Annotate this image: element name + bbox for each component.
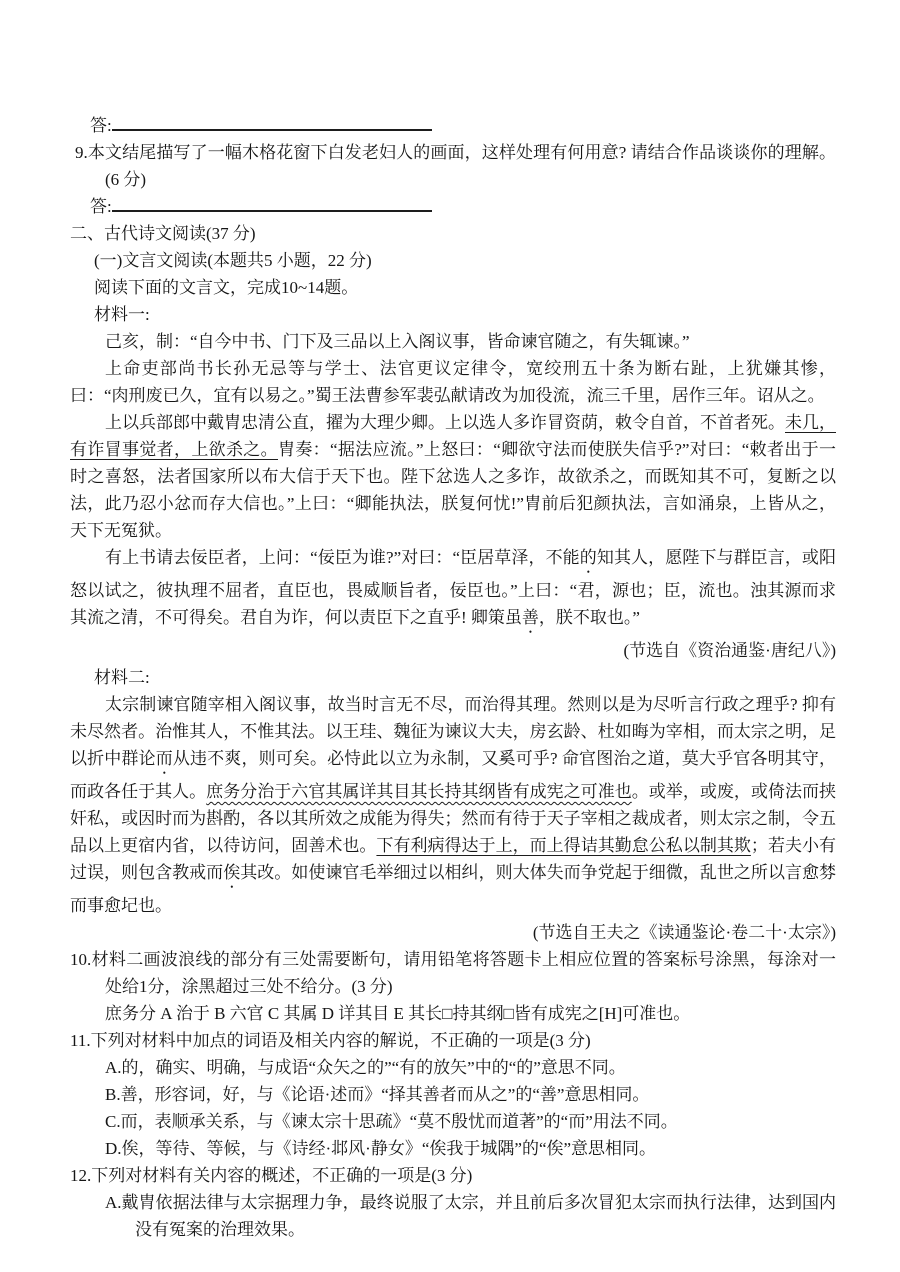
question-9 <box>75 139 836 193</box>
answer-label: 答: <box>90 197 112 216</box>
subsection-heading: (一)文言文阅读(本题共5 小题，22 分) <box>94 251 372 270</box>
question-12 <box>70 1162 836 1189</box>
material-2-source: (节选自王夫之《读通鉴论·卷二十·太宗》) <box>532 923 836 942</box>
question-11-option-b: B.善，形容词，好，与《论语·述而》“择其善者而从之”的“善”意思相同。 <box>105 1085 650 1104</box>
question-10-stem: 材料二画波浪线的部分有三处需要断句，请用铅笔将答题卡上相应位置的答案标号涂黑，每涂对一处给1分，涂黑超过三处不给分。(3 分) <box>91 950 836 996</box>
question-11 <box>70 1027 836 1054</box>
material-1-paragraph: 有上书请去佞臣者，上问：“佞臣为谁?”对曰：“臣居草泽，不能的知其人，愿陛下与群臣言，或阳怒以试之，彼执理不屈者，直臣也，畏威顺旨者，佞臣也。”上曰：“君，源也；臣，流也。浊其源而求其流之清，不可得矣。君自为诈，何以责臣下之直乎! 卿策虽善，朕不取也。” <box>70 548 837 627</box>
reading-instruction: 阅读下面的文言文，完成10~14题。 <box>94 278 359 297</box>
section-heading: 二、古代诗文阅读(37 分) <box>70 224 256 243</box>
question-11-option-a: A.的，确实、明确，与成语“众矢之的”“有的放矢”中的“的”意思不同。 <box>105 1058 626 1077</box>
question-10 <box>70 946 836 1000</box>
material-1-paragraph: 上以兵部郎中戴胄忠清公直，擢为大理少卿。上以选人多诈冒资荫，敕令自首，不首者死。未几，有诈冒事觉者，上欲杀之。胄奏：“据法应流。”上怒曰：“卿欲守法而使朕失信乎?”对曰：“敕者出于一时之喜怒，法者国家所以布大信于天下也。陛下忿选人之多诈，故欲杀之，而既知其不可，复断之以法，此乃忍小忿而存大信也。”上曰：“卿能执法，朕复何忧!”胄前后犯颜执法，言如涌泉，上皆从之，天下无冤狱。 <box>70 413 837 540</box>
material-1-source: (节选自《资治通鉴·唐纪八》) <box>623 641 836 660</box>
question-12-number: 12. <box>70 1166 92 1185</box>
question-11-option-d: D.俟，等待、等候，与《诗经·邶风·静女》“俟我于城隅”的“俟”意思相同。 <box>105 1139 657 1158</box>
question-9-text: 本文结尾描写了一幅木格花窗下白发老妇人的画面，这样处理有何用意? 请结合作品谈谈你的理解。(6 分) <box>87 143 836 189</box>
answer-line-q9 <box>90 193 836 220</box>
question-12-option-a: A.戴胄依据法律与太宗据理力争，最终说服了太宗，并且前后多次冒犯太宗而执行法律，达到国内没有冤案的治理效果。 <box>105 1193 836 1239</box>
material-1-label: 材料一: <box>94 305 150 324</box>
answer-label: 答: <box>90 116 112 135</box>
material-2-label: 材料二: <box>94 668 150 687</box>
material-2-paragraph: 太宗制谏官随宰相入阁议事，故当时言无不尽，而治得其理。然则以是为尽听言行政之理乎? 抑有未尽然者。治惟其人，不惟其法。以王珪、魏征为谏议大夫，房玄龄、杜如晦为宰相，而太宗之明，足以折中群论而从违不爽，则可矣。必恃此以立为永制，又奚可乎? 命官图治之道，莫大乎官各明其守，而政各任于其人。庶务分治于六官其属详其目其长持其纲皆有成宪之可准也。或举，或废，或倚法而挟奸私，或因时而为斟酌，各以其所效之成能为得失；然而有待于天子宰相之裁成者，则太宗之制，令五品以上更宿内省，以待访问，固善术也。下有利病得达于上，而上得诘其勤怠公私以制其欺；若夫小有过误，则包含教戒而俟其改。如使谏官毛举细过以相纠，则大体失而争党起于细微，乱世之所以言愈棼而事愈圮也。 <box>70 695 837 915</box>
material-1-paragraph: 己亥，制：“自今中书、门下及三品以上入阁议事，皆命谏官随之，有失辄谏。” <box>105 332 690 351</box>
question-11-stem: 下列对材料中加点的词语及相关内容的解说，不正确的一项是(3 分) <box>90 1031 591 1050</box>
question-11-number: 11. <box>70 1031 91 1050</box>
answer-line-top <box>90 112 836 139</box>
question-9-number: 9. <box>75 143 88 162</box>
answer-blank <box>112 115 432 131</box>
question-10-segmentation-line: 庶务分 A 治于 B 六官 C 其属 D 详其目 E 其长□持其纲□皆有成宪之[H]可准也。 <box>105 1004 691 1023</box>
question-12-stem: 下列对材料有关内容的概述，不正确的一项是(3 分) <box>91 1166 473 1185</box>
material-1-paragraph: 上命吏部尚书长孙无忌等与学士、法官更议定律令，宽绞刑五十条为断右趾，上犹嫌其惨，曰：“肉刑废已久，宜有以易之。”蜀王法曹参军裴弘献请改为加役流，流三千里，居作三年。诏从之。 <box>70 359 836 405</box>
question-10-number: 10. <box>70 950 92 969</box>
question-11-option-c: C.而，表顺承关系，与《谏太宗十思疏》“莫不殷忧而道著”的“而”用法不同。 <box>105 1112 678 1131</box>
answer-blank <box>112 196 432 212</box>
